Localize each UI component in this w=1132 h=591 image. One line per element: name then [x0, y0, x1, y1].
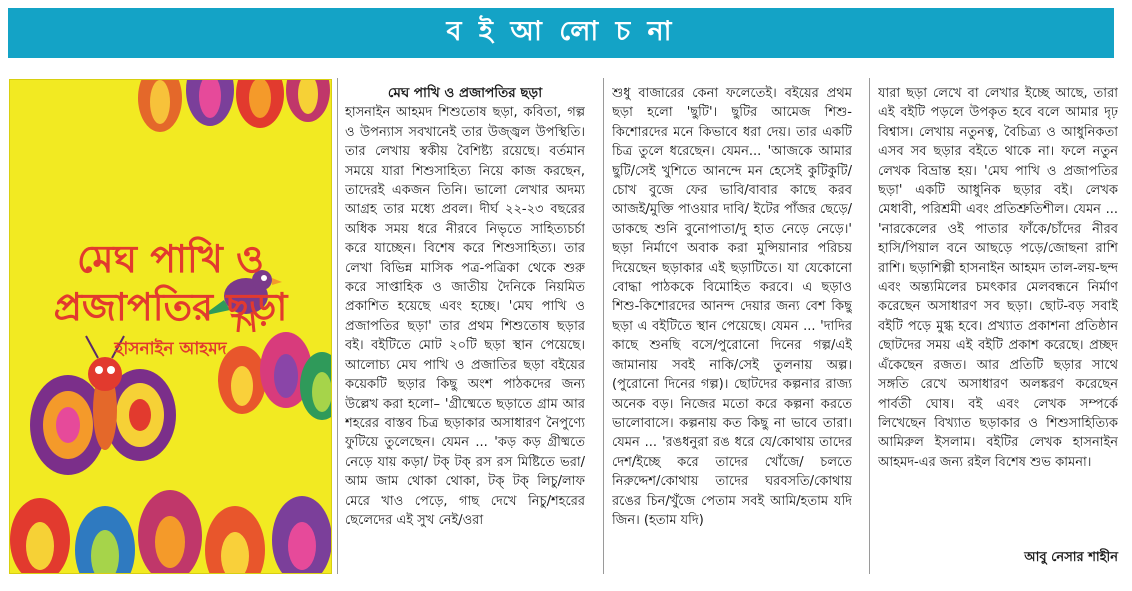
column-divider: [603, 78, 604, 574]
section-banner: [8, 8, 1114, 58]
article-text-1: হাসনাইন আহমদ শিশুতোষ ছড়া, কবিতা, গল্প ও উপন্যাস সবখানেই তার উজ্জ্বল উপস্থিতি। তার লেখায় স্বকীয় বৈশিষ্ট্য রয়েছে। বর্তমান সময়ে যারা শিশুসাহিত্য নিয়ে কাজ করছেন, তাদেরই একজন তিনি। ভালো লেখার অদম্য আগ্রহ তার মধ্যে প্রবল। দীর্ঘ ২২-২৩ বছরের অধিক সময় ধরে নীরবে নিভৃতে সাহিত্যচর্চা করে যাচ্ছেন। বিশেষ করে শিশুসাহিত্য। তার লেখা বিভিন্ন মাসিক পত্র-পত্রিকা থেকে শুরু করে সাপ্তাহিক ও জাতীয় দৈনিকে নিয়মিত প্রকাশিত হয়েছে এবং হচ্ছে। 'মেঘ পাখি ও প্রজাপতির ছড়া' তার প্রথম শিশুতোষ ছড়ার বই। বইটিতে মোট ২০টি ছড়া স্থান পেয়েছে। আলোচ্য মেঘ পাখি ও প্রজাতির ছড়া বইয়ের কয়েকটি ছড়ার কিছু অংশ পাঠকদের জন্য উল্লেখ করা হলো– 'গ্রীষ্মেতে ছড়াতে গ্রাম আর শহরের বাস্তব চিত্র ছড়াকার অসাধারণ নৈপুণ্যে ফুটিয়ে তুলেছেন। যেমন ... 'কড় কড় গ্রীষ্মতে নেড়ে যায় কড়া/ টক্ টক্ রস রস মিষ্টিতে ভরা/আম জাম থোকা থোকা, টক্ টক্ লিচু/লাফ মেরে খাও পেড়ে, গাছ দেখে নিচু/শহরের ছেলেদের এই সুখ নেই/ওরা: [345, 105, 585, 528]
article-column-3: [878, 84, 1118, 546]
article-column-1: [345, 84, 585, 572]
column-divider: [337, 78, 338, 574]
column-divider: [869, 78, 870, 574]
cover-title-line1: মেঘ পাখি ও: [76, 236, 265, 281]
article-column-2: [612, 84, 852, 572]
cover-title-line2: প্রজাপতির ছড়া: [53, 284, 288, 329]
book-cover: [9, 79, 332, 574]
cover-author: হাসনাইন আহমদ: [114, 339, 227, 359]
article-heading: মেঘ পাখি ও প্রজাপতির ছড়া: [387, 85, 543, 101]
article-text-2: শুধু বাজারের কেনা ফলেতেই। বইয়ের প্রথম ছড়া হলো 'ছুটি'। ছুটির আমেজ শিশু-কিশোরদের মনে কিভাবে ধরা দেয়। তার একটি চিত্র তুলে ধরেছেন। যেমন... 'আজকে আমার ছুটি/সেই খুশিতে আনন্দে মন হেসেই কুটিকুটি/চোখ বুজে ফের ভাবি/বাবার কাছে করব আজই/মুক্তি পাওয়ার দাবি/ ইটের পাঁজর ছেড়ে/ডাকছে শুনি বুনোপাতা/দু হাত নেড়ে নেড়ে।' ছড়া নির্মাণে অবাক করা মুন্সিয়ানার পরিচয় দিয়েছেন ছড়াকার এই ছড়াটিতে। যা যেকোনো বোদ্ধা পাঠককে বিমোহিত করবে। এ ছড়াও শিশু-কিশোরদের আনন্দ দেয়ার জন্য বেশ কিছু ছড়া এ বইটিতে স্থান পেয়েছে। যেমন ... 'দাদির কাছে শুনছি বসে/পুরোনো দিনের গল্প/এই জামানায় সবই নাকি/সেই তুলনায় অল্প। (পুরোনো দিনের গল্প)। ছোটদের কল্পনার রাজ্য অনেক বড়। নিজের মতো করে কল্পনা করতে ভালোবাসে। কল্পনায় কত কিছু না ভাবে তারা। যেমন ... 'রঙধনুরা রঙ ধরে যে/কোথায় তাদের দেশ/ইচ্ছে করে তাদের খোঁজে/ চলতে নিরুদ্দেশ/কোথায় তাদের ঘরবসতি/কোথায় রঙের চিন/খুঁজে পেতাম সবই আমি/হতাম যদি জিন। (হতাম যদি): [612, 86, 852, 528]
author-signature: আবু নেসার শাহীন: [1024, 550, 1118, 565]
banner-title: ব ই আ লো চ না: [446, 15, 676, 47]
article-text-3: যারা ছড়া লেখে বা লেখার ইচ্ছে আছে, তারা এই বইটি পড়লে উপকৃত হবে বলে আমার দৃঢ় বিশ্বাস। লেখায় নতুনত্ব, বৈচিত্র্য ও আধুনিকতা এসব সব ছড়ার বইতে থাকে না। ফলে নতুন লেখক বিভ্রান্ত হয়। 'মেঘ পাখি ও প্রজাপতির ছড়া' একটি আধুনিক ছড়ার বই। লেখক মেধাবী, পরিশ্রমী এবং প্রতিশ্রুতিশীল। যেমন ... 'নারকেলের ওই পাতার ফাঁকে/চাঁদের নীরব হাসি/পিয়াল বনে আছড়ে পড়ে/জোছনা রাশি রাশি। ছড়াশিল্পী হাসনাইন আহমদ তাল-লয়-ছন্দ এবং অন্ত্যমিলের চমৎকার মেলবন্ধনে নির্মাণ করেছেন অসাধারণ সব ছড়া। ছোট-বড় সবাই বইটি পড়ে মুগ্ধ হবে। প্রখ্যাত প্রকাশনা প্রতিষ্ঠান ছোটদের সময় এই বইটি প্রকাশ করেছে। প্রচ্ছদ এঁকেছেন রজত। আর প্রতিটি ছড়ার সাথে সঙ্গতি রেখে অসাধারণ অলঙ্করণ করেছেন পার্বতী ঘোষ। বই এবং লেখক সম্পর্কে লিখেছেন বিখ্যাত ছড়াকার ও শিশুসাহিত্যিক আমিরুল ইসলাম। বইটির লেখক হাসনাইন আহমদ-এর জন্য রইল বিশেষ শুভ কামনা।: [878, 86, 1118, 470]
